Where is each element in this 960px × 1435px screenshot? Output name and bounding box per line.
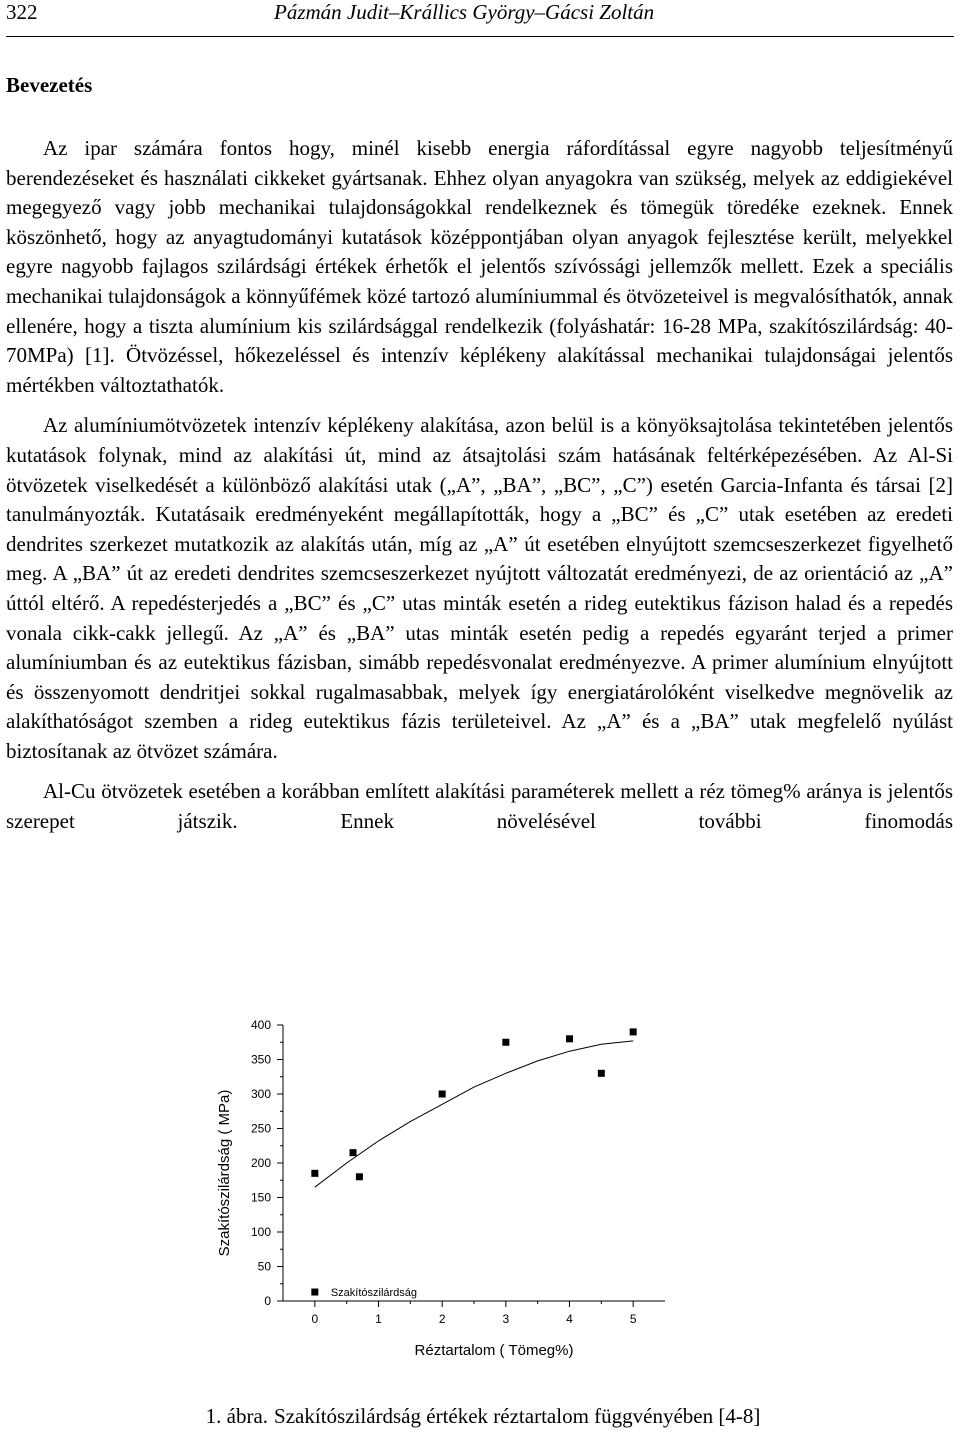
data-point bbox=[566, 1035, 573, 1042]
legend-label: Szakítószilárdság bbox=[330, 1287, 418, 1300]
y-tick-label: 0 bbox=[264, 1294, 271, 1308]
data-point bbox=[439, 1091, 446, 1098]
figure-caption bbox=[0, 1404, 960, 1429]
y-axis-label: Szakítószilárdság ( MPa) bbox=[216, 1089, 233, 1257]
y-tick-label: 200 bbox=[250, 1156, 271, 1170]
y-tick-label: 50 bbox=[257, 1259, 271, 1274]
data-point bbox=[502, 1039, 509, 1046]
body-text bbox=[6, 134, 953, 837]
data-point bbox=[598, 1070, 605, 1077]
x-tick-label: 1 bbox=[375, 1312, 382, 1326]
section-title: Bevezetés bbox=[6, 73, 93, 97]
x-tick-label: 3 bbox=[502, 1312, 510, 1326]
data-point bbox=[630, 1028, 637, 1035]
y-tick-label: 300 bbox=[250, 1087, 271, 1101]
y-tick-label: 250 bbox=[250, 1121, 271, 1136]
paragraph-2: Az alumíniumötvözetek intenzív képlékeny alakítása, azon belül is a könyöksajtolása tekintetében jelentős kutatások folynak, mind az alakítási út, mind az átsajtolási szám hatásának feltérképezésében. Az Al-Si ötvözetek viselkedését a különböző alakítási utak („A”, „BA”, „BC”, „C”) esetén Garcia-Infanta és társai [2] tanulmányozták. Kutatásaik eredményeként megállapították, hogy a „BC” és „C” utak esetében az eredeti dendrites szerkezet mutatkozik az alakítás után, míg az „A” út esetében elnyújtott szemcseszerkezet figyelhető meg. A „BA” út az eredeti dendrites szemcseszerkezet nyújtott változatát eredményezi, de az orientáció az „A” úttól eltérő. A repedésterjedés a „BC” és „C” utas minták esetén a rideg eutektikus fázison halad és a repedés vonala cikk-cakk jellegű. Az „A” és „BA” utas minták esetén pedig a repedés egyaránt terjed a primer alumíniumban és az eutektikus fázisban, simább repedésvonalat eredményezve. A primer alumínium elnyújtott és összenyomott dendritjei sokkal rugalmasabbak, melyek így energiatárolóként viselkedve megnövelik az alakíthatóságot szemben a rideg eutektikus fázis területeivel. Az „A” és a „BA” utak megfelelő nyúlást biztosítanak az ötvözet számára. bbox=[6, 413, 953, 763]
fit-curve bbox=[315, 1041, 633, 1187]
y-tick-label: 350 bbox=[250, 1052, 271, 1067]
y-tick-label: 100 bbox=[250, 1225, 271, 1239]
x-tick-label: 0 bbox=[311, 1312, 319, 1326]
caption-number: 1. ábra. bbox=[205, 1404, 269, 1428]
paragraph-3: Al-Cu ötvözetek esetében a korábban említett alakítási paraméterek mellett a réz tömeg% aránya is jelentős szerepet játszik. Ennek növelésével további finomodás bbox=[6, 779, 953, 834]
x-tick-label: 2 bbox=[438, 1312, 446, 1326]
figure-1 bbox=[195, 1005, 675, 1385]
x-axis-label: Réztartalom ( Tömeg%) bbox=[414, 1342, 574, 1359]
data-point bbox=[356, 1173, 363, 1180]
data-point bbox=[311, 1170, 318, 1177]
header-rule bbox=[6, 36, 954, 37]
page-header bbox=[0, 0, 960, 42]
data-point bbox=[350, 1149, 357, 1156]
y-tick-label: 400 bbox=[250, 1018, 271, 1032]
caption-text: Szakítószilárdság értékek réztartalom függvényében [4-8] bbox=[274, 1404, 761, 1428]
x-tick-label: 5 bbox=[629, 1312, 637, 1326]
legend-marker bbox=[311, 1289, 318, 1296]
page-number: 322 bbox=[6, 0, 38, 24]
running-head-authors: Pázmán Judit–Krállics György–Gácsi Zoltán bbox=[274, 0, 655, 24]
tensile-strength-chart bbox=[195, 1005, 675, 1385]
paragraph-1: Az ipar számára fontos hogy, minél kisebb energia ráfordítással egyre nagyobb teljesítményű berendezéseket és használati cikkeket gyártsanak. Ehhez olyan anyagokra van szükség, melyek az eddigiekével megegyező vagy jobb mechanikai tulajdonságokkal rendelkeznek és tömegük töredéke ezeknek. Ennek köszönhető, hogy az anyagtudományi kutatások középpontjában olyan anyagok fejlesztése került, melyekkel egyre nagyobb fajlagos szilárdsági értékek érhetők el jelentős szívóssági jellemzők mellett. Ezek a speciális mechanikai tulajdonságok a könnyűfémek közé tartozó alumíniummal és ötvözeteivel is megvalósíthatók, annak ellenére, hogy a tiszta alumínium kis szilárdsággal rendelkezik (folyáshatár: 16-28 MPa, szakítószilárdság: 40-70MPa) [1]. Ötvözéssel, hőkezeléssel és intenzív képlékeny alakítással mechanikai tulajdonságai jelentős mértékben változtathatók. bbox=[6, 136, 953, 397]
y-tick-label: 150 bbox=[250, 1190, 271, 1205]
x-tick-label: 4 bbox=[566, 1312, 573, 1326]
